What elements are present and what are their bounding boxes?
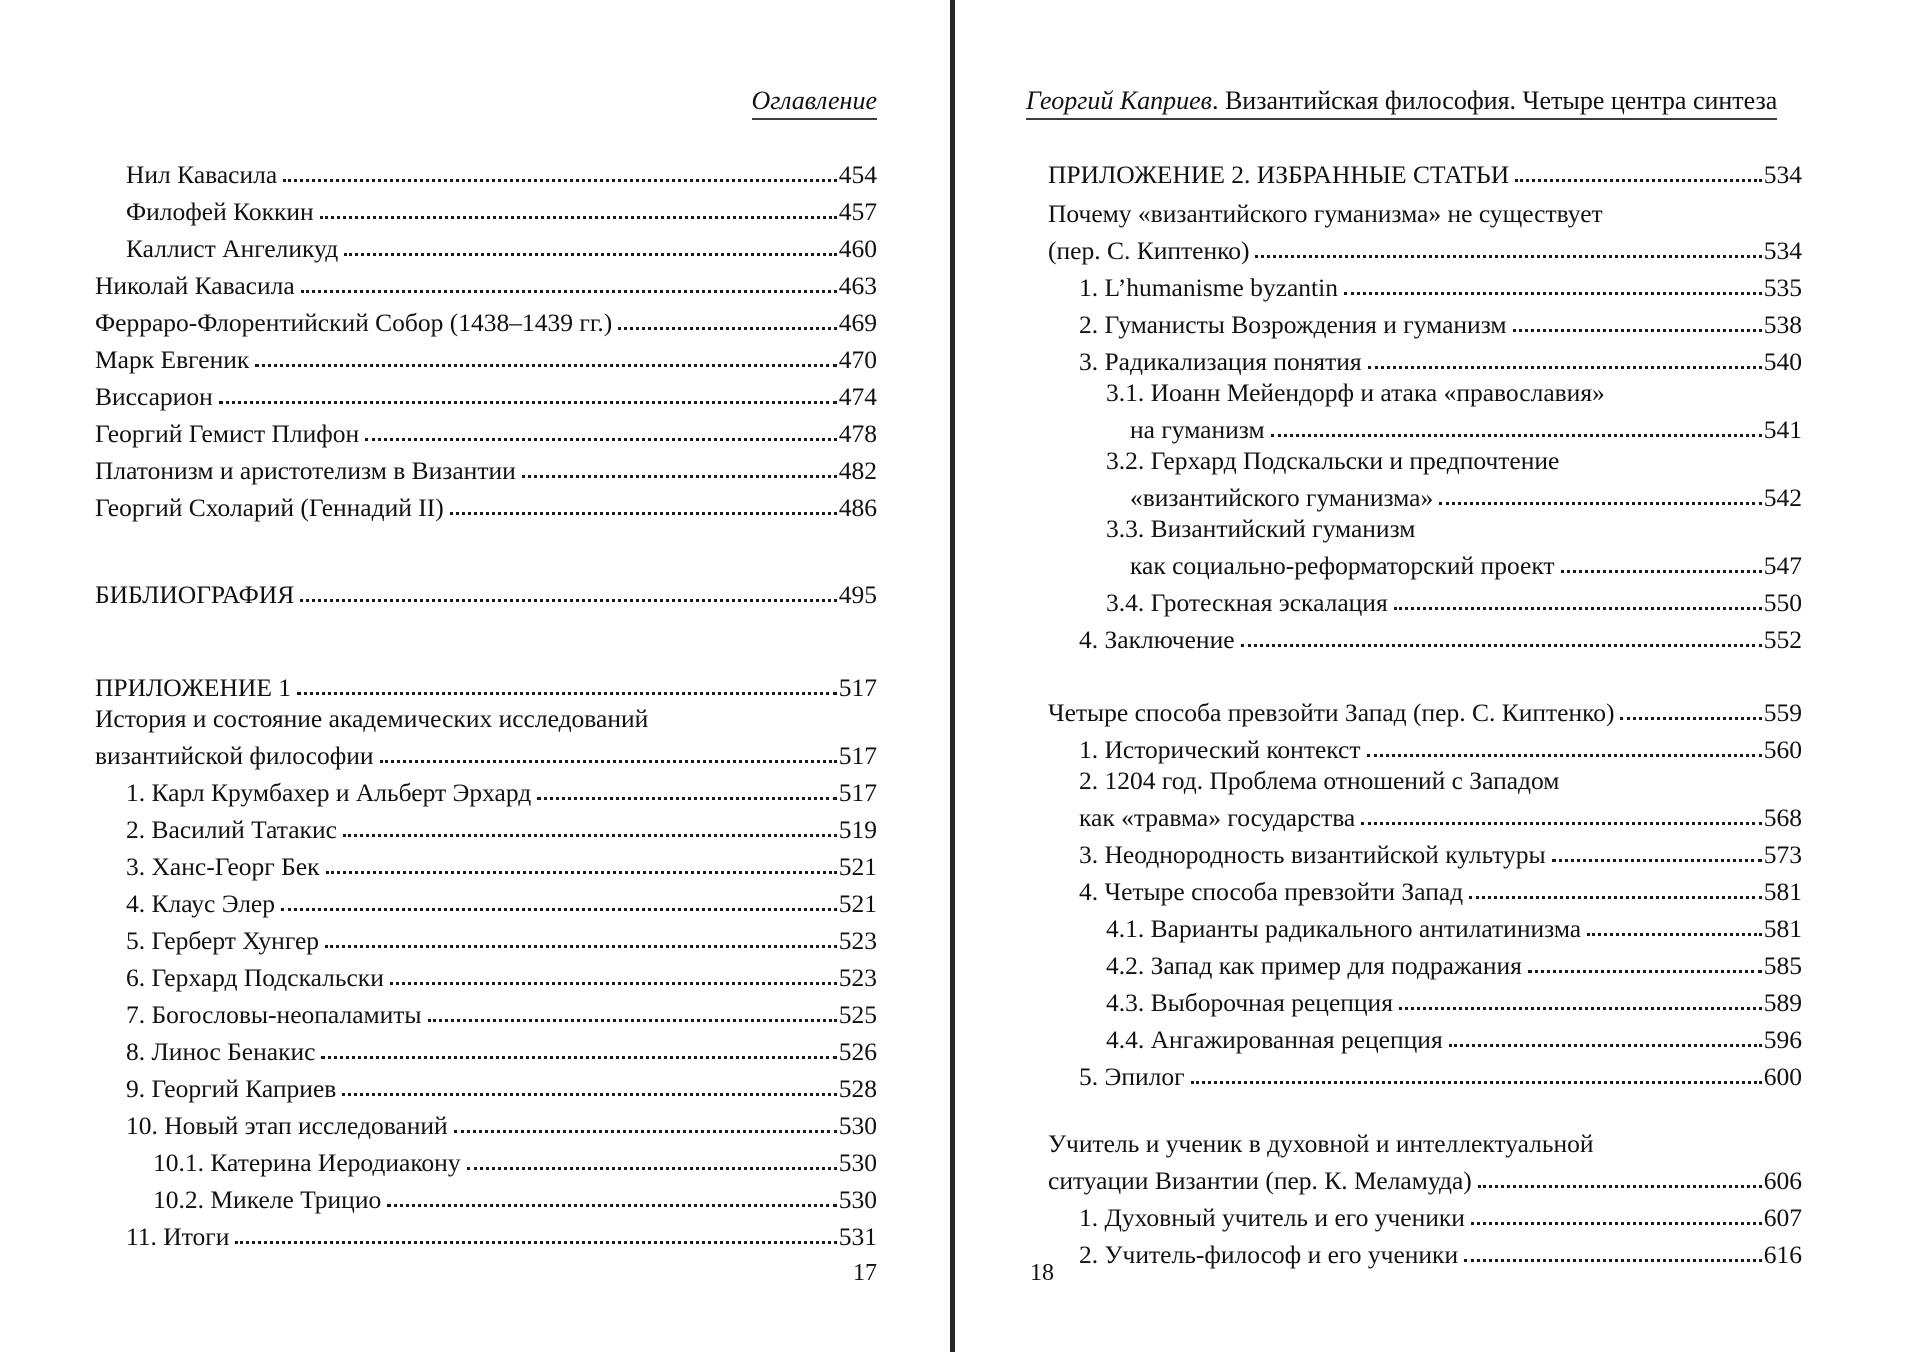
dot-leader — [235, 1241, 836, 1244]
toc-entry-label: византийской философии — [95, 741, 374, 770]
toc-entry-label: ситуации Византии (пер. К. Меламуда) — [1048, 1166, 1472, 1195]
toc-entry — [95, 1178, 877, 1215]
toc-entry-label: 1. Исторический контекст — [1079, 735, 1361, 764]
toc-entry-page-number: 528 — [838, 1074, 877, 1103]
toc-entry — [95, 703, 877, 734]
dot-leader — [326, 871, 837, 874]
toc-entry — [95, 1067, 877, 1104]
page-number-left: 17 — [853, 1260, 877, 1286]
toc-entry-page-number: 607 — [1763, 1203, 1802, 1232]
left-page — [95, 86, 877, 1252]
toc-entry — [1048, 796, 1802, 833]
dot-leader — [283, 179, 837, 182]
dot-leader — [450, 512, 837, 515]
running-header-author: Георгий Каприев — [1026, 86, 1212, 115]
running-header-right-title — [1026, 86, 1777, 120]
dot-leader — [320, 216, 837, 219]
toc-entry — [95, 1141, 877, 1178]
toc-entry-label: Платонизм и аристотелизм в Византии — [95, 456, 516, 485]
toc-entry-label: 2. Гуманисты Возрождения и гуманизм — [1079, 310, 1507, 339]
toc-entry — [1048, 1055, 1802, 1092]
toc-entry-label: 3. Неоднородность византийской культуры — [1079, 840, 1546, 869]
toc-entry — [95, 993, 877, 1030]
toc-entry-label: 5. Эпилог — [1079, 1062, 1185, 1091]
toc-entry-page-number: 470 — [838, 345, 877, 374]
toc-entry — [95, 375, 877, 412]
toc-entry-label: 10. Новый этап исследований — [126, 1111, 448, 1140]
toc-entry-label: 10.2. Микеле Трицио — [153, 1185, 382, 1214]
dot-leader — [1271, 434, 1762, 437]
toc-entry — [95, 845, 877, 882]
toc-entry — [1048, 870, 1802, 907]
toc-entry — [1048, 476, 1802, 513]
dot-leader — [390, 982, 837, 985]
dot-leader — [618, 327, 836, 330]
toc-entry-page-number: 606 — [1763, 1166, 1802, 1195]
toc-entry-label: ПРИЛОЖЕНИЕ 1 — [95, 673, 292, 702]
dot-leader — [428, 1019, 837, 1022]
toc-entry-page-number: 530 — [838, 1111, 877, 1140]
toc-entry — [1048, 944, 1802, 981]
toc-entry-page-number: 581 — [1763, 877, 1802, 906]
toc-entry — [95, 449, 877, 486]
toc-entry-page-number: 531 — [838, 1222, 877, 1251]
toc-entry-label: 2. 1204 год. Проблема отношений с Западом — [1079, 766, 1560, 795]
toc-entry-page-number: 486 — [838, 493, 877, 522]
running-header-left-title: Оглавление — [752, 86, 877, 120]
dot-leader — [1620, 717, 1761, 720]
dot-leader — [1552, 859, 1762, 862]
toc-entry — [1048, 1018, 1802, 1055]
toc-entry — [1048, 833, 1802, 870]
toc-section-gap — [95, 523, 877, 573]
toc-entry-page-number: 600 — [1763, 1062, 1802, 1091]
toc-entry — [1048, 303, 1802, 340]
toc-entry-page-number: 541 — [1763, 415, 1802, 444]
dot-leader — [1394, 607, 1762, 610]
toc-entry — [1048, 377, 1802, 408]
toc-entry-label: Почему «византийского гуманизма» не существует — [1048, 199, 1603, 228]
running-header-right — [1026, 86, 1802, 116]
toc-entry — [95, 338, 877, 375]
toc-entry-page-number: 573 — [1763, 840, 1802, 869]
toc-entry — [95, 153, 877, 190]
toc-entry-label: Николай Кавасила — [95, 271, 295, 300]
toc-entry-label: «византийского гуманизма» — [1130, 483, 1434, 512]
toc-entry-page-number: 560 — [1763, 735, 1802, 764]
dot-leader — [1367, 754, 1762, 757]
toc-entry-page-number: 559 — [1763, 698, 1802, 727]
dot-leader — [1399, 1007, 1762, 1010]
toc-entry — [95, 301, 877, 338]
toc-entry-label: Марк Евгеник — [95, 345, 250, 374]
toc-entry-label: 3.4. Гротескная эскалация — [1106, 588, 1388, 617]
dot-leader — [1587, 933, 1762, 936]
toc-entry-page-number: 585 — [1763, 951, 1802, 980]
dot-leader — [365, 438, 837, 441]
dot-leader — [1255, 255, 1761, 258]
toc-entry-label: 10.1. Катерина Иеродиакону — [153, 1148, 461, 1177]
toc-entry-page-number: 525 — [838, 1000, 877, 1029]
toc-entry-label: БИБЛИОГРАФИЯ — [95, 580, 295, 609]
toc-entry-label: Учитель и ученик в духовной и интеллектуальной — [1048, 1129, 1594, 1158]
dot-leader — [321, 1056, 836, 1059]
toc-entry — [95, 227, 877, 264]
toc-entry-label: 4.3. Выборочная рецепция — [1106, 988, 1393, 1017]
toc-entry-page-number: 495 — [838, 580, 877, 609]
toc-entry — [95, 264, 877, 301]
dot-leader — [1478, 1185, 1762, 1188]
toc-entry-label: Ферраро-Флорентийский Собор (1438–1439 гг.) — [95, 308, 613, 337]
dot-leader — [1515, 179, 1762, 182]
toc-entry-page-number: 542 — [1763, 483, 1802, 512]
toc-entry-page-number: 568 — [1763, 803, 1802, 832]
toc-entry-page-number: 474 — [838, 382, 877, 411]
toc-entry-label: 8. Линос Бенакис — [126, 1037, 316, 1066]
dot-leader — [219, 401, 837, 404]
page-gutter-divider — [950, 0, 955, 1352]
toc-entry-page-number: 616 — [1763, 1240, 1802, 1269]
toc-section-gap — [95, 610, 877, 666]
toc-entry — [95, 412, 877, 449]
toc-entry — [95, 771, 877, 808]
toc-entry-label: Филофей Коккин — [126, 197, 314, 226]
toc-entry — [95, 1104, 877, 1141]
toc-entry-page-number: 581 — [1763, 914, 1802, 943]
toc-entry-page-number: 596 — [1763, 1025, 1802, 1054]
toc-entry-label: (пер. С. Киптенко) — [1048, 236, 1250, 265]
dot-leader — [297, 692, 837, 695]
dot-leader — [467, 1167, 837, 1170]
toc-entry-page-number: 517 — [838, 673, 877, 702]
running-header-left — [95, 86, 877, 116]
toc-entry-page-number: 589 — [1763, 988, 1802, 1017]
toc-entry — [95, 734, 877, 771]
toc-entry-page-number: 534 — [1763, 160, 1802, 189]
dot-leader — [380, 760, 837, 763]
toc-entry-label: 11. Итоги — [126, 1222, 230, 1251]
toc-entry-page-number: 521 — [838, 889, 877, 918]
toc-entry-label: Нил Кавасила — [126, 160, 278, 189]
toc-entry-label: как «травма» государства — [1079, 803, 1356, 832]
toc-entry-label: 4. Заключение — [1079, 625, 1235, 654]
dot-leader — [522, 475, 837, 478]
toc-entry — [95, 190, 877, 227]
toc-entry-page-number: 526 — [838, 1037, 877, 1066]
page-number-right: 18 — [1030, 1260, 1054, 1286]
toc-entry-page-number: 547 — [1763, 551, 1802, 580]
dot-leader — [1439, 502, 1762, 505]
running-header-book-title: . Византийская философия. Четыре центра синтеза — [1211, 86, 1778, 115]
dot-leader — [1513, 329, 1762, 332]
toc-entry — [1048, 198, 1802, 229]
dot-leader — [1561, 570, 1762, 573]
toc-entry — [1048, 266, 1802, 303]
toc-entry — [95, 666, 877, 703]
dot-leader — [344, 253, 837, 256]
dot-leader — [343, 834, 837, 837]
toc-entry-label: на гуманизм — [1130, 415, 1265, 444]
toc-entry-page-number: 540 — [1763, 347, 1802, 376]
toc-section-gap — [1048, 655, 1802, 691]
toc-entry — [1048, 544, 1802, 581]
toc-entry — [95, 956, 877, 993]
toc-entry-label: 4.2. Запад как пример для подражания — [1106, 951, 1522, 980]
toc-entry-page-number: 482 — [838, 456, 877, 485]
toc-entry — [95, 882, 877, 919]
toc-entry-page-number: 454 — [838, 160, 877, 189]
dot-leader — [255, 364, 837, 367]
toc-entry-page-number: 552 — [1763, 625, 1802, 654]
toc-entry — [1048, 1128, 1802, 1159]
dot-leader — [1464, 1259, 1762, 1262]
toc-entry-label: 1. Духовный учитель и его ученики — [1079, 1203, 1465, 1232]
toc-entry-page-number: 521 — [838, 852, 877, 881]
toc-entry — [1048, 340, 1802, 377]
dot-leader — [1449, 1044, 1762, 1047]
dot-leader — [387, 1204, 837, 1207]
toc-entry-label: Каллист Ангеликуд — [126, 234, 339, 263]
toc-entry — [95, 919, 877, 956]
toc-entry-page-number: 523 — [838, 926, 877, 955]
toc-entry-label: История и состояние академических исследований — [95, 704, 649, 733]
toc-entry — [1048, 408, 1802, 445]
toc-entry-label: 3. Ханс-Георг Бек — [126, 852, 320, 881]
dot-leader — [325, 945, 837, 948]
toc-entry-label: как социально-реформаторский проект — [1130, 551, 1555, 580]
toc-entry — [1048, 618, 1802, 655]
toc-section-gap — [1048, 190, 1802, 198]
dot-leader — [537, 797, 837, 800]
toc-entry — [1048, 691, 1802, 728]
toc-section-gap — [1048, 1092, 1802, 1128]
dot-leader — [1344, 292, 1762, 295]
toc-entry — [1048, 153, 1802, 190]
toc-entry-label: 4. Четыре способа превзойти Запад — [1079, 877, 1464, 906]
toc-entry-page-number: 463 — [838, 271, 877, 300]
toc-entry-page-number: 517 — [838, 741, 877, 770]
toc-entry-page-number: 478 — [838, 419, 877, 448]
toc-entry-label: 1. L’humanisme byzantin — [1079, 273, 1338, 302]
dot-leader — [1368, 366, 1762, 369]
toc-entry-page-number: 460 — [838, 234, 877, 263]
toc-entry — [1048, 981, 1802, 1018]
toc-entry-page-number: 530 — [838, 1148, 877, 1177]
toc-entry — [95, 486, 877, 523]
toc-entry-page-number: 469 — [838, 308, 877, 337]
dot-leader — [342, 1093, 836, 1096]
toc-list-right — [1048, 153, 1802, 1270]
toc-entry-label: 3.1. Иоанн Мейендорф и атака «православия» — [1106, 378, 1605, 407]
toc-list-left — [95, 153, 877, 1252]
toc-entry-page-number: 550 — [1763, 588, 1802, 617]
toc-entry-label: 3.2. Герхард Подскальски и предпочтение — [1106, 446, 1560, 475]
dot-leader — [1471, 1222, 1762, 1225]
toc-entry — [95, 808, 877, 845]
toc-entry-label: 4. Клаус Элер — [126, 889, 275, 918]
toc-entry-label: 2. Учитель-философ и его ученики — [1079, 1240, 1459, 1269]
toc-entry-label: 4.4. Ангажированная рецепция — [1106, 1025, 1443, 1054]
toc-entry-label: Виссарион — [95, 382, 213, 411]
toc-entry — [95, 1030, 877, 1067]
toc-entry-label: Георгий Схоларий (Геннадий II) — [95, 493, 444, 522]
toc-entry-page-number: 523 — [838, 963, 877, 992]
toc-entry-label: 7. Богословы-неопаламиты — [126, 1000, 422, 1029]
toc-entry — [1048, 445, 1802, 476]
toc-entry-page-number: 535 — [1763, 273, 1802, 302]
toc-entry — [1048, 513, 1802, 544]
toc-entry-label: 3.3. Византийский гуманизм — [1106, 514, 1416, 543]
toc-entry-page-number: 530 — [838, 1185, 877, 1214]
toc-entry — [1048, 1233, 1802, 1270]
toc-entry-page-number: 534 — [1763, 236, 1802, 265]
toc-entry-page-number: 538 — [1763, 310, 1802, 339]
toc-entry-page-number: 457 — [838, 197, 877, 226]
toc-entry — [1048, 1159, 1802, 1196]
toc-entry — [1048, 1196, 1802, 1233]
toc-entry — [1048, 907, 1802, 944]
dot-leader — [1469, 896, 1762, 899]
toc-entry — [1048, 765, 1802, 796]
toc-entry — [95, 573, 877, 610]
toc-entry-label: 5. Герберт Хунгер — [126, 926, 320, 955]
toc-entry-label: Четыре способа превзойти Запад (пер. С. Киптенко) — [1048, 698, 1615, 727]
toc-entry-label: 9. Георгий Каприев — [126, 1074, 337, 1103]
dot-leader — [300, 599, 837, 602]
toc-entry-label: 3. Радикализация понятия — [1079, 347, 1362, 376]
toc-entry-label: 4.1. Варианты радикального антилатинизма — [1106, 914, 1582, 943]
dot-leader — [301, 290, 837, 293]
dot-leader — [454, 1130, 837, 1133]
dot-leader — [1241, 644, 1762, 647]
toc-entry-page-number: 517 — [838, 778, 877, 807]
toc-entry — [1048, 229, 1802, 266]
toc-entry-label: 1. Карл Крумбахер и Альберт Эрхард — [126, 778, 532, 807]
dot-leader — [1528, 970, 1762, 973]
dot-leader — [1191, 1081, 1762, 1084]
right-page — [1026, 86, 1802, 1270]
toc-entry — [1048, 581, 1802, 618]
toc-entry-label: 6. Герхард Подскальски — [126, 963, 384, 992]
toc-entry-label: Георгий Гемист Плифон — [95, 419, 360, 448]
toc-entry — [1048, 728, 1802, 765]
dot-leader — [281, 908, 837, 911]
toc-entry-label: ПРИЛОЖЕНИЕ 2. ИЗБРАННЫЕ СТАТЬИ — [1048, 160, 1510, 189]
dot-leader — [1361, 822, 1762, 825]
toc-entry-page-number: 519 — [838, 815, 877, 844]
toc-entry-label: 2. Василий Татакис — [126, 815, 337, 844]
toc-entry — [95, 1215, 877, 1252]
